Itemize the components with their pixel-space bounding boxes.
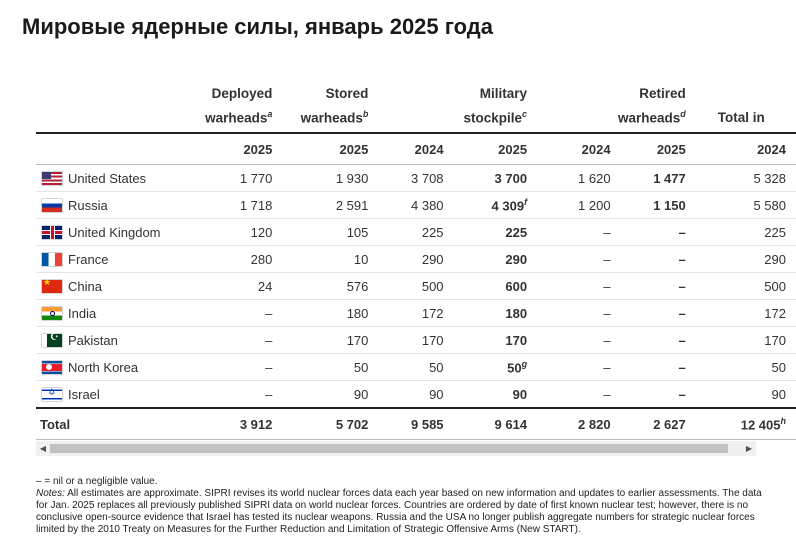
table-row: [36, 192, 796, 219]
horizontal-scrollbar[interactable]: [36, 441, 756, 456]
retired-2024-cell: 1 200: [537, 192, 621, 219]
retired-2025-cell: –: [621, 354, 696, 381]
country-header: [36, 74, 186, 133]
stockpile-2025-cell: 4 309$^f$: [454, 192, 538, 219]
page-title: Мировые ядерные силы, январь 2025 года: [22, 14, 493, 39]
table-row: [36, 246, 796, 273]
country-cell: India: [36, 300, 186, 327]
nuclear-forces-table: [36, 74, 796, 440]
year-header: 2024: [696, 133, 796, 165]
stockpile-header: Military stockpile$^c$: [378, 74, 537, 133]
year-header-empty: [36, 133, 186, 165]
retired-2025-cell: –: [621, 273, 696, 300]
total-2024-cell: 90: [696, 381, 796, 409]
retired-2024-cell: –: [537, 327, 621, 354]
russia-flag-icon: [42, 199, 62, 212]
stockpile-2024-cell: 172: [378, 300, 453, 327]
stockpile-2024-cell: 225: [378, 219, 453, 246]
stockpile-2025-cell: 170: [454, 327, 538, 354]
total-retired-2025: 2 627: [621, 408, 696, 440]
total-stored-2025: 5 702: [282, 408, 378, 440]
retired-2024-cell: –: [537, 246, 621, 273]
stored-2025-cell: 170: [282, 327, 378, 354]
deployed-2025-cell: 280: [186, 246, 282, 273]
stockpile-2024-cell: 4 380: [378, 192, 453, 219]
deployed-2025-cell: –: [186, 300, 282, 327]
north-korea-flag-icon: [42, 361, 62, 374]
deployed-header: Deployed warheads$^a$: [186, 74, 282, 133]
deployed-2025-cell: –: [186, 327, 282, 354]
stockpile-2025-cell: 50$^g$: [454, 354, 538, 381]
total-stockpile-2024: 9 585: [378, 408, 453, 440]
deployed-2025-cell: 24: [186, 273, 282, 300]
footnote-legend: – = nil or a negligible value.: [36, 476, 158, 487]
country-cell: Russia: [36, 192, 186, 219]
retired-2024-cell: –: [537, 219, 621, 246]
us-flag-icon: [42, 172, 62, 185]
stored-2025-cell: 1 930: [282, 165, 378, 192]
stockpile-2025-cell: 180: [454, 300, 538, 327]
total-2024-cell: 5 328: [696, 165, 796, 192]
year-header: 2025: [186, 133, 282, 165]
table-row: [36, 381, 796, 409]
year-header: 2025: [621, 133, 696, 165]
year-header-row: [36, 133, 796, 165]
total-deployed-2025: 3 912: [186, 408, 282, 440]
total-2024-cell: 290: [696, 246, 796, 273]
table-row: [36, 219, 796, 246]
retired-header: Retired warheads$^d$: [537, 74, 696, 133]
total-2024-cell: 50: [696, 354, 796, 381]
stockpile-2024-cell: 50: [378, 354, 453, 381]
year-header: 2024: [378, 133, 453, 165]
retired-2025-cell: –: [621, 219, 696, 246]
stored-2025-cell: 180: [282, 300, 378, 327]
stored-2025-cell: 90: [282, 381, 378, 409]
uk-flag-icon: [42, 226, 62, 239]
group-header-row: [36, 74, 796, 133]
total-2024-cell: 500: [696, 273, 796, 300]
total-row: [36, 408, 796, 440]
footnote-notes: Notes: All estimates are approximate. SIPRI revises its world nuclear forces data each year based on new information and updates to earlier assessments. The data for Jan. 2025 replaces all previously published SIPRI data on world nuclear forces. Countries are ordered by date of first known nuclear test; however, there is no conclusive open-source evidence that Israel has tested its nuclear weapons. Russia and the USA no longer publish aggregate numbers for strategic nuclear forces limited by the 2010 Treaty on Measures for the Further Reduction and Limitation of Strategic Offensive Arms (New START).: [36, 488, 762, 535]
retired-2025-cell: 1 477: [621, 165, 696, 192]
retired-2024-cell: 1 620: [537, 165, 621, 192]
table-row: [36, 300, 796, 327]
stockpile-2024-cell: 3 708: [378, 165, 453, 192]
stored-2025-cell: 576: [282, 273, 378, 300]
france-flag-icon: [42, 253, 62, 266]
stored-header: Stored warheads$^b$: [282, 74, 378, 133]
table-row: [36, 327, 796, 354]
year-header: 2025: [454, 133, 538, 165]
scrollbar-thumb[interactable]: [50, 444, 728, 453]
country-cell: France: [36, 246, 186, 273]
retired-2025-cell: –: [621, 300, 696, 327]
stockpile-2025-cell: 225: [454, 219, 538, 246]
retired-2025-cell: –: [621, 381, 696, 409]
retired-2024-cell: –: [537, 273, 621, 300]
total-total-2024: 12 405$^h$: [696, 408, 796, 440]
table-row: [36, 354, 796, 381]
retired-2024-cell: –: [537, 354, 621, 381]
year-header: 2025: [282, 133, 378, 165]
pakistan-flag-icon: [42, 334, 62, 347]
stockpile-2025-cell: 290: [454, 246, 538, 273]
deployed-2025-cell: 1 718: [186, 192, 282, 219]
scroll-left-icon[interactable]: ◀: [39, 444, 47, 453]
stockpile-2025-cell: 600: [454, 273, 538, 300]
country-cell: United States: [36, 165, 186, 192]
retired-2025-cell: –: [621, 246, 696, 273]
israel-flag-icon: [42, 388, 62, 401]
table-row: [36, 165, 796, 192]
total-2024-cell: 172: [696, 300, 796, 327]
country-cell: United Kingdom: [36, 219, 186, 246]
table-scroll-container[interactable]: [36, 74, 786, 456]
table-row: [36, 273, 796, 300]
stockpile-2024-cell: 500: [378, 273, 453, 300]
country-cell: ✡Israel: [36, 381, 186, 409]
total-2024-cell: 5 580: [696, 192, 796, 219]
total-stockpile-2025: 9 614: [454, 408, 538, 440]
retired-2025-cell: 1 150: [621, 192, 696, 219]
retired-2024-cell: –: [537, 381, 621, 409]
india-flag-icon: [42, 307, 62, 320]
stockpile-2025-cell: 90: [454, 381, 538, 409]
footnotes: [36, 476, 776, 536]
total-2024-cell: 225: [696, 219, 796, 246]
retired-2024-cell: –: [537, 300, 621, 327]
total-header: Total in: [696, 74, 796, 133]
deployed-2025-cell: –: [186, 354, 282, 381]
stored-2025-cell: 2 591: [282, 192, 378, 219]
stored-2025-cell: 10: [282, 246, 378, 273]
total-retired-2024: 2 820: [537, 408, 621, 440]
country-cell: ☪Pakistan: [36, 327, 186, 354]
scroll-right-icon[interactable]: ▶: [745, 444, 753, 453]
country-cell: ★China: [36, 273, 186, 300]
deployed-2025-cell: 1 770: [186, 165, 282, 192]
deployed-2025-cell: 120: [186, 219, 282, 246]
deployed-2025-cell: –: [186, 381, 282, 409]
year-header: 2024: [537, 133, 621, 165]
stockpile-2024-cell: 290: [378, 246, 453, 273]
stored-2025-cell: 50: [282, 354, 378, 381]
stockpile-2024-cell: 90: [378, 381, 453, 409]
total-2024-cell: 170: [696, 327, 796, 354]
total-label: Total: [36, 408, 186, 440]
stockpile-2025-cell: 3 700: [454, 165, 538, 192]
china-flag-icon: [42, 280, 62, 293]
stockpile-2024-cell: 170: [378, 327, 453, 354]
country-cell: North Korea: [36, 354, 186, 381]
retired-2025-cell: –: [621, 327, 696, 354]
stored-2025-cell: 105: [282, 219, 378, 246]
